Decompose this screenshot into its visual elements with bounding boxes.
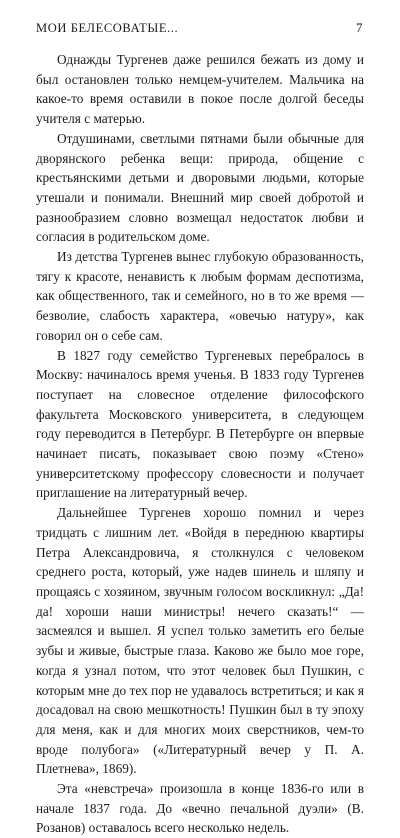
body-text xyxy=(36,50,364,838)
paragraph: Отдушинами, светлыми пятнами были обычные для дворянского ребенка вещи: природа, общение с крестьянскими детьми и дворовыми людьми, которые утешали и понимали. Внешний мир своей добротой и разнообразием словно возмещал недостаток любви и согласия в родительском доме. xyxy=(36,130,364,245)
paragraph: В 1827 году семейство Тургеневых перебралось в Москву: начиналось время ученья. В 1833 году Тургенев поступает на словесное отделение философского факультета Московского университета, в следующем году переводится в Петербург. В Петербурге он впервые начинает писать, показывает свою поэму «Стено» университетскому профессору словесности и получает приглашение на литературный вечер. xyxy=(36,347,364,501)
paragraph: Дальнейшее Тургенев хорошо помнил и через тридцать с лишним лет. «Войдя в переднюю квартиры Петра Александровича, я столкнулся с человеком среднего роста, который, уже надев шинель и шляпу и прощаясь с хозяином, звучным голосом воскликнул: „Да! да! хороши наши министры! нечего сказать!“ — засмеялся и вышел. Я успел только заметить его белые зубы и живые, быстрые глаза. Каково же было мое горе, когда я узнал потом, что этот человек был Пушкин, с которым мне до тех пор не удавалось встретиться; и как я досадовал на свою мешкотность! Пушкин был в ту эпоху для меня, как и для многих моих сверстников, чем-то вроде полубога» («Литературный вечер у П. А. Плетнева», 1869). xyxy=(36,505,364,777)
page-number: 7 xyxy=(356,20,363,35)
running-title: МОИ БЕЛЕСОВАТЫЕ... xyxy=(36,21,179,35)
page-header xyxy=(36,20,363,36)
paragraph: Однажды Тургенев даже решился бежать из дому и был остановлен только немцем-учителем. Мальчика на какое-то время оставили в покое после долгой беседы учителя с матерью. xyxy=(36,52,364,127)
paragraph: Из детства Тургенев вынес глубокую образованность, тягу к красоте, ненависть к любым формам деспотизма, как общественного, так и семейного, но в то же время — безволие, слабость характера, «овечью натуру», как говорил он о себе сам. xyxy=(36,249,364,343)
paragraph: Эта «невстреча» произошла в конце 1836-го или в начале 1837 года. До «вечно печальной дуэли» (В. Розанов) оставалось всего несколько недель. xyxy=(36,781,364,836)
